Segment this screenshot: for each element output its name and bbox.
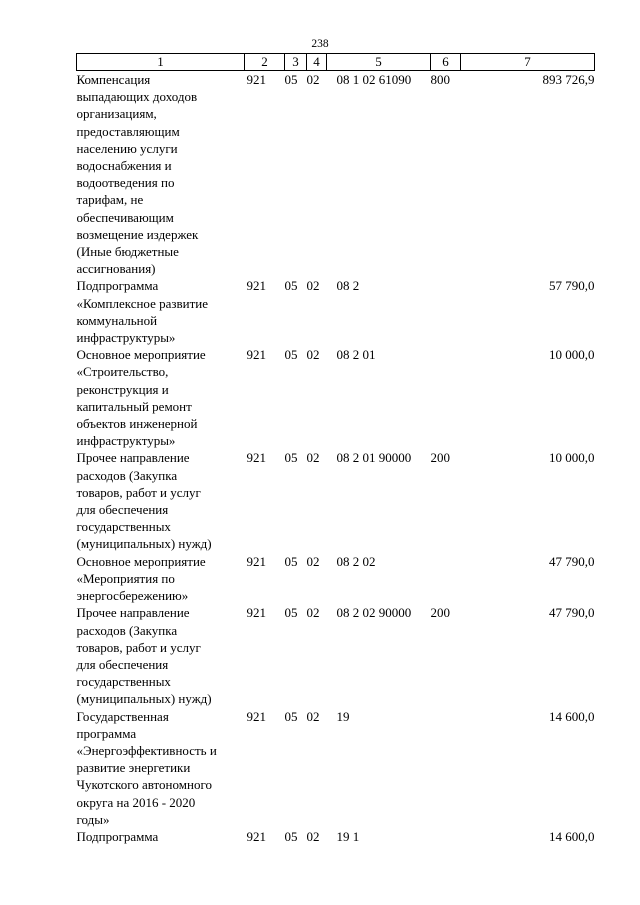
item-name-line: ассигнования) (76, 261, 156, 277)
row-department-code: 921 (246, 605, 266, 621)
item-name-line: Подпрограмма (76, 828, 159, 844)
row-section-code: 05 (284, 553, 298, 569)
item-name-line: возмещение издержек (76, 226, 199, 242)
row-amount: 893 726,9 (542, 72, 595, 87)
row-subsection-code: 02 (306, 72, 320, 87)
item-name-line: товаров, работ и услуг (76, 639, 201, 655)
row-subsection-code: 02 (306, 708, 320, 724)
row-target-article-code: 19 1 (336, 828, 360, 844)
row-target-article-code: 08 2 (336, 278, 360, 294)
row-target-article-code: 08 2 02 90000 (336, 605, 412, 621)
row-department-code: 921 (246, 828, 266, 844)
item-name-line: расходов (Закупка (76, 622, 178, 638)
table-row (77, 828, 595, 845)
item-name-line: государственных (76, 519, 171, 535)
item-name-line: Прочее направление (76, 450, 190, 466)
row-target-article-code: 08 1 02 61090 (336, 72, 412, 87)
row-expense-type-code: 200 (430, 605, 450, 621)
row-amount: 57 790,0 (549, 278, 595, 294)
column-header-3: 3 (285, 54, 307, 71)
row-item-name (77, 449, 245, 552)
item-name-line: капитальный ремонт (76, 398, 192, 414)
column-header-4: 4 (307, 54, 327, 71)
item-name-line: «Энергоэффективность и (76, 742, 217, 758)
table-row (77, 346, 595, 449)
table-row (77, 449, 595, 552)
item-name-line: энергосбережению» (76, 588, 189, 604)
row-item-name (77, 604, 245, 707)
row-expense-type-code (431, 828, 461, 845)
item-name-line: (Иные бюджетные (76, 244, 179, 260)
table-body (77, 71, 595, 846)
row-expense-type-code (431, 277, 461, 346)
row-item-name (77, 828, 245, 845)
row-expense-type-code: 200 (430, 450, 450, 466)
row-section-code: 05 (284, 347, 298, 363)
row-amount: 14 600,0 (549, 708, 595, 724)
row-section-code: 05 (284, 450, 298, 466)
row-department-code: 921 (246, 708, 266, 724)
row-item-name (77, 346, 245, 449)
row-target-article-code: 08 2 02 (336, 553, 376, 569)
item-name-line: Прочее направление (76, 605, 190, 621)
item-name-line: «Мероприятия по (76, 570, 175, 586)
item-name-line: выпадающих доходов (76, 89, 198, 105)
row-department-code: 921 (246, 553, 266, 569)
row-target-article-code: 08 2 01 (336, 347, 376, 363)
item-name-line: обеспечивающим (76, 209, 174, 225)
item-name-line: (муниципальных) нужд) (76, 691, 212, 707)
table-row (77, 71, 595, 278)
row-section-code: 05 (284, 828, 298, 844)
item-name-line: объектов инженерной (76, 416, 198, 432)
item-name-line: Основное мероприятие (76, 553, 206, 569)
row-subsection-code: 02 (306, 347, 320, 363)
row-subsection-code: 02 (306, 605, 320, 621)
item-name-line: округа на 2016 - 2020 (76, 794, 196, 810)
item-name-line: «Строительство, (76, 364, 169, 380)
table-row (77, 604, 595, 707)
column-header-7: 7 (461, 54, 595, 71)
item-name-line: развитие энергетики (76, 760, 191, 776)
row-department-code: 921 (246, 278, 266, 294)
table-row (77, 553, 595, 605)
column-header-5: 5 (327, 54, 431, 71)
row-item-name (77, 553, 245, 605)
row-expense-type-code: 800 (430, 72, 450, 87)
item-name-line: Чукотского автономного (76, 777, 212, 793)
item-name-line: программа (76, 725, 137, 741)
table-row (77, 277, 595, 346)
item-name-line: государственных (76, 674, 171, 690)
item-name-line: для обеспечения (76, 502, 169, 518)
row-amount: 14 600,0 (549, 828, 595, 844)
row-section-code: 05 (284, 278, 298, 294)
row-amount: 47 790,0 (549, 605, 595, 621)
row-target-article-code: 19 (336, 708, 350, 724)
column-header-1: 1 (77, 54, 245, 71)
row-item-name (77, 277, 245, 346)
row-subsection-code: 02 (306, 828, 320, 844)
row-department-code: 921 (246, 72, 266, 87)
row-target-article-code: 08 2 01 90000 (336, 450, 412, 466)
item-name-line: коммунальной (76, 312, 158, 328)
item-name-line: Основное мероприятие (76, 347, 206, 363)
item-name-line: годы» (76, 811, 110, 827)
column-header-2: 2 (245, 54, 285, 71)
row-department-code: 921 (246, 347, 266, 363)
item-name-line: водоснабжения и (76, 158, 172, 174)
row-department-code: 921 (246, 450, 266, 466)
budget-table (76, 53, 595, 845)
row-subsection-code: 02 (306, 278, 320, 294)
row-section-code: 05 (284, 605, 298, 621)
row-expense-type-code (431, 346, 461, 449)
row-amount: 10 000,0 (549, 347, 595, 363)
page-number: 238 (311, 38, 329, 50)
item-name-line: водоотведения по (76, 175, 175, 191)
item-name-line: Компенсация (76, 72, 151, 87)
row-amount: 10 000,0 (549, 450, 595, 466)
item-name-line: (муниципальных) нужд) (76, 536, 212, 552)
item-name-line: инфраструктуры» (76, 433, 176, 449)
row-amount: 47 790,0 (549, 553, 595, 569)
table-row (77, 708, 595, 828)
item-name-line: организациям, (76, 106, 157, 122)
row-section-code: 05 (284, 72, 298, 87)
row-expense-type-code (431, 553, 461, 605)
row-item-name (77, 708, 245, 828)
row-item-name (77, 71, 245, 278)
item-name-line: населению услуги (76, 140, 178, 156)
item-name-line: товаров, работ и услуг (76, 484, 201, 500)
column-header-6: 6 (431, 54, 461, 71)
item-name-line: тарифам, не (76, 192, 144, 208)
row-subsection-code: 02 (306, 553, 320, 569)
item-name-line: предоставляющим (76, 123, 180, 139)
item-name-line: расходов (Закупка (76, 467, 178, 483)
item-name-line: реконструкция и (76, 381, 169, 397)
row-expense-type-code (431, 708, 461, 828)
item-name-line: Государственная (76, 708, 169, 724)
item-name-line: Подпрограмма (76, 278, 159, 294)
item-name-line: для обеспечения (76, 656, 169, 672)
row-subsection-code: 02 (306, 450, 320, 466)
item-name-line: «Комплексное развитие (76, 295, 209, 311)
table-header-row (77, 54, 595, 71)
row-section-code: 05 (284, 708, 298, 724)
item-name-line: инфраструктуры» (76, 330, 176, 346)
